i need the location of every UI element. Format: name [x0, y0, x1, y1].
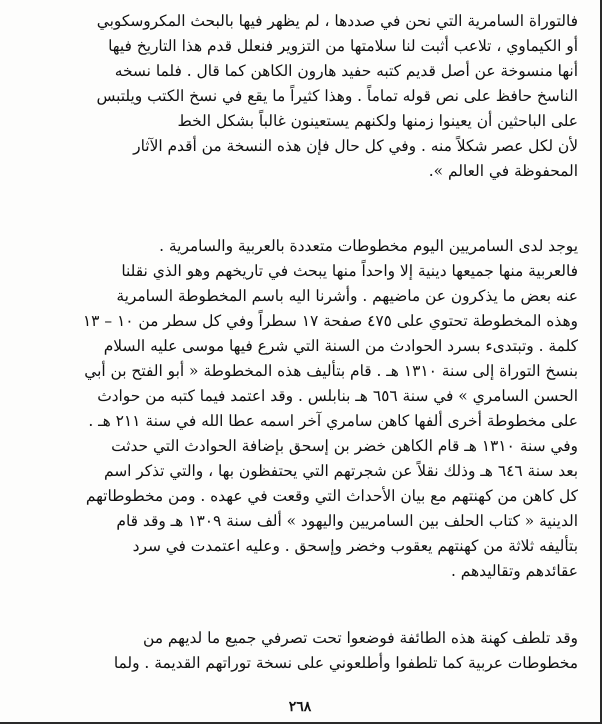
text-line: وفي سنة ١٣١٠ هـ قام الكاهن خضر بن إسحق بإضافة الحوادث التي حدثت: [111, 437, 578, 455]
text-line: مخطوطات عربية كما تلطفوا وأطلعوني على نسخة توراتهم القديمة . ولما: [113, 654, 578, 672]
text-line: عقائدهم وتقاليدهم .: [450, 562, 578, 580]
page-number: ٢٦٨: [288, 699, 312, 715]
text-line: فالتوراة السامرية التي نحن في صددها ، لم يظهر فيها بالبحث المكروسكوبي: [96, 12, 578, 30]
paragraph-3: [46, 626, 578, 676]
text-line: وهذه المخطوطة تحتوي على ٤٧٥ صفحة ١٧ سطراً وفي كل سطر من ١٠ – ١٣: [82, 312, 578, 330]
text-line: بنسخ التوراة إلى سنة ١٣١٠ هـ . قام بتأليف هذه المخطوطة « أبو الفتح بن أبي: [84, 362, 578, 380]
text-line: فالعربية منها جميعها دينية إلا واحداً منها يبحث في تاريخهم وهو الذي نقلنا: [121, 262, 578, 280]
text-line: لأن لكل عصر شكلاً منه . وفي كل حال فإن هذه النسخة من أقدم الآثار: [133, 137, 578, 155]
text-line: يوجد لدى السامريين اليوم مخطوطات متعددة بالعربية والسامرية .: [159, 237, 578, 255]
text-line: بتأليفه ثلاثة من كهنتهم يعقوب وخضر وإسحق . وعليه اعتمدت في سرد: [132, 537, 578, 555]
text-line: على الباحثين أن يعينوا زمنها ولكنهم يستعينون غالباً بشكل الخط: [177, 112, 578, 130]
text-line: على مخطوطة أخرى ألفها كاهن سامري آخر اسمه عطا الله في سنة ٢١١ هـ .: [88, 412, 578, 430]
paragraph-1: [46, 9, 578, 184]
text-line: أنها منسوخة عن أصل قديم كتبه حفيد هارون الكاهن كما قال . فلما نسخه: [114, 62, 578, 80]
text-line: كل كاهن من كهنتهم مع بيان الأحداث التي وقعت في عهده . ومن مخطوطاتهم: [85, 487, 578, 505]
text-line: وقد تلطف كهنة هذه الطائفة فوضعوا تحت تصرفي جميع ما لديهم من: [143, 629, 578, 647]
text-line: أو الكيماوي ، تلاعب أثبت لنا سلامتها من التزوير فنعلل قدم هذا التاريخ فيها: [108, 37, 578, 55]
text-line: الحسن السامري » في سنة ٦٥٦ هـ بنابلس . وقد اعتمد فيما كتبه من حوادث: [97, 387, 578, 405]
text-line: الناسخ حافظ على نص قوله تماماً . وهذا كثيراً ما يقع في نسخ الكتب ويلتبس: [96, 87, 578, 105]
text-line: الدينية « كتاب الحلف بين السامريين واليهود » ألف سنة ١٣٠٩ هـ وقد قام: [116, 512, 578, 530]
paragraph-2: [46, 234, 578, 584]
text-line: عنه بعض ما يذكرون عن ماضيهم . وأشرنا اليه باسم المخطوطة السامرية: [116, 287, 578, 305]
text-line: المحفوظة في العالم ».: [428, 162, 578, 180]
text-line: كلمة . وتبتدىء بسرد الحوادث من السنة التي شرع فيها موسى عليه السلام: [103, 337, 578, 355]
text-line: بعد سنة ٦٤٦ هـ وذلك نقلاً عن شجرتهم التي يحتفظون بها ، والتي تذكر اسم: [103, 462, 578, 480]
